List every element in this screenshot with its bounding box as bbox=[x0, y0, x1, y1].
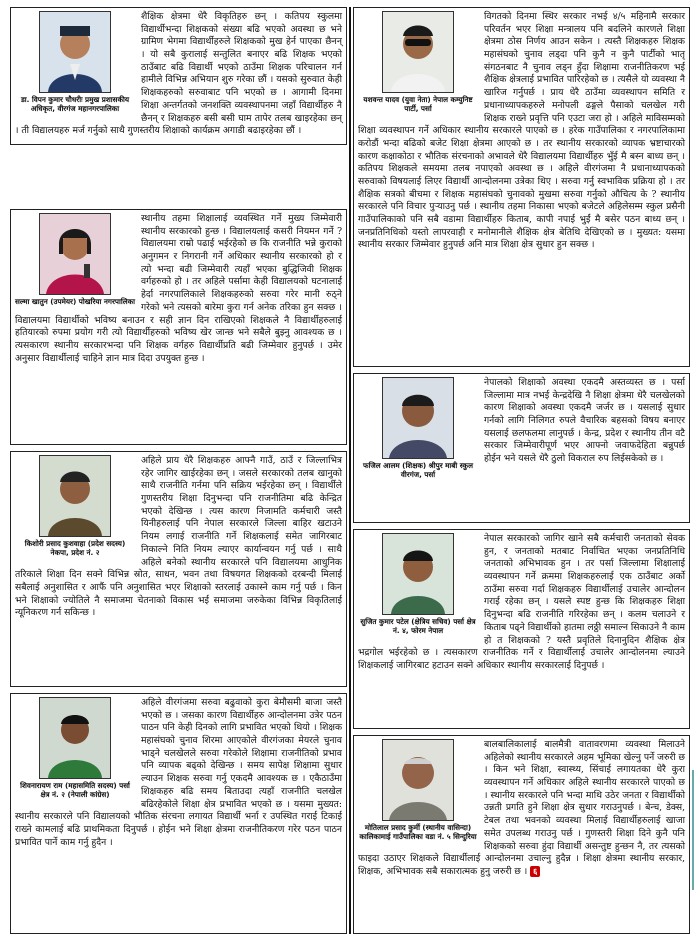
portrait-photo bbox=[382, 533, 454, 615]
portrait-caption: सल्मा खातुन (उपमेयर) पोखरिया नगरपालिका bbox=[15, 297, 135, 306]
opinion-block-yashwant bbox=[353, 7, 690, 367]
opinion-text: अहिले प्राय धेरै शिक्षकहरु आफ्नै गाउँ, ठाउँ र जिल्लाभित्र रहेर जागिर खाईरहेका छन् । जसले सरकारको तलब खानुको साथै राजनीति गर्नमा पनि सक्रिय भईरहेका छन् । विद्यार्थीले गुणस्तरीय शिक्षा दिनुभन्दा पनि राजनीतिमा बढि केन्द्रित भएको देखिन्छ । त्यस कारण निजामति कर्मचारी जस्तै यिनीहरुलाई पनि नेपाल सरकारले जिल्ला बाहिर खटाउने नियम लगाई राजनीति गर्ने शिक्षकलाई समेत जागिरबाट निकाल्ने निति नियम ल्याएर कार्यान्वयन गर्नु पर्छ । साथै अहिले बनेको स्थानीय सरकारले पनि विद्यालयमा आधुनिक तरिकाले शिक्षा दिन सक्ने विभिन्न स्रोत, साधन, भवन तथा विषयगत शिक्षकको दरबन्दी मिलाई सबैलाई अनुशासित र आफैं पनि अनुशासित भएर शिक्षाको स्तरलाई उकास्ने काम गर्नु पर्छ । किन भने शिक्षाको ज्योतिले नै समाजमा चेतनाको विकास भई समाजमा जरुकेका विभिन्न विकृतिलाई न्यूनिकरण गर्न सकिन्छ । bbox=[15, 455, 342, 619]
portrait-caption: सुजित कुमार पटेल (क्षेत्रिय सचिव) पर्सा क्षेत्र नं. ४, फोरम नेपाल bbox=[360, 617, 476, 635]
portrait-block bbox=[15, 11, 135, 113]
portrait-caption: मोतिलाल प्रसाद कुर्मी (स्थानीय वासिन्दा) कालिकामाई गाउँपालिका वडा नं. ५ सिन्दुरिया bbox=[359, 823, 477, 841]
portrait-photo bbox=[39, 11, 111, 93]
opinion-text-body: बालबालिकालाई बालमैत्री वातावरणमा व्यवस्था मिलाउने अहिलेको स्थानीय सरकारले अहम भूमिका खेल्नु पर्ने जरुरी छ । किन भने शिक्षा, स्वास्थ्य, सिंचाई लगायतका धेरै कुरा व्यवस्थापन गर्ने अधिकार अहिले स्थानीय सरकारले पाएको छ । स्थानीय सरकारले पनि भन्दा माथि उठेर जनता र विद्यार्थीको उन्नती प्रगति हुने शिक्षा क्षेत्र सुधार गराउनुपर्छ । बेन्च, डेक्स, टेबल तथा भवनको व्यवस्था मिलाई विद्यार्थीहरुलाई खाजा समेत उपलब्ध गराउनु पर्छ । गुणस्तरी शिक्षा दिने कुनै पनि शिक्षकको सरुवा हुंदा विद्यार्थी असन्तुष्ट हुन्छन नै, तर त्यसको फाइदा उठाएर शिक्षकले विद्यार्थीलाई आन्दोलनमा उचाल्नु हुदैन्न । शिक्षा क्षेत्रमा स्थानीय सरकार, शिक्षक, अभिभावक सबै सकारात्मक हुनु जरुरी छ । bbox=[358, 739, 685, 877]
portrait-caption: शिवनारायण राम (महासमिति सदस्य) पर्सा क्षेत्र नं. २ (नेपाली कांग्रेस) bbox=[20, 781, 130, 799]
column-divider bbox=[349, 7, 351, 934]
portrait-block bbox=[15, 697, 135, 799]
portrait-block bbox=[15, 455, 135, 557]
portrait-photo bbox=[39, 213, 111, 295]
portrait-caption: यशवन्त यादव (युवा नेता) नेपाल कम्युनिष्ट पार्टी, पर्सा bbox=[363, 95, 473, 113]
right-column bbox=[353, 7, 690, 934]
portrait-caption: डा. विपन कुमार चौधरीः प्रमुख प्रशासकीय अधिकृत, वीरगंज महानगरपालिका bbox=[20, 95, 130, 113]
portrait-photo bbox=[382, 739, 454, 821]
opinion-text: स्थानीय तहमा शिक्षालाई व्यवस्थित गर्ने मुख्य जिम्मेवारी स्थानीय सरकारको हुन्छ । विद्यालयलाई कसरी नियमन गर्ने ? विद्यालयमा राम्रो पढाई भईरहेको छ कि राजनीति भन्ने कुराको अनुगमन र निगरानी गर्ने अधिकार स्थानीय सरकारको हो र त्यो भन्दा बढी जिम्मेवारी त्यहाँ भएका बुद्धिजिवी शिक्षक वर्गहरुको हो । तर अहिले पर्सामा केही विद्यालयको घटनालाई हेर्दा नगरपालिकाले शिक्षकहरुको सरुवा गरेर मानी रुठ्ने गरेको भने त्यसको बारेमा कुरा गर्न अनेक तरिका हुन सक्छ । विद्यालयमा विद्यार्थीको भविष्य बनाउन र सही ज्ञान दिन राखिएको शिक्षकले नै विद्यार्थीहरुलाई हतियारको रुपमा प्रयोग गरी त्यो विद्यार्थीहरुको भविष्य खेर जान्छ भने सबैले बुझ्नु आवश्यक छ । त्यसकारण स्थानीय सरकारभन्दा पनि शिक्षक वर्गहरु विद्यार्थीप्रति बढी जिम्मेवार हुनुपर्छ । उमेर अनुसार विद्यार्थीलाई चाहिने ज्ञान मात्र दिदा उपयुक्त हुन्छ । bbox=[15, 213, 342, 364]
page-edge-mark bbox=[692, 770, 694, 890]
page-number: ६ bbox=[530, 866, 540, 877]
opinion-block-bipin bbox=[10, 7, 347, 145]
newspaper-page bbox=[10, 7, 690, 934]
portrait-caption: फजिल आलम (शिक्षक) श्रीपुर माबी स्कुल वीरगंज, पर्सा bbox=[363, 461, 473, 479]
opinion-block-shivnarayan bbox=[10, 693, 347, 934]
portrait-block bbox=[358, 377, 478, 479]
opinion-text: अहिले वीरगंजमा सरुवा बढुवाको कुरा बेमौसमी बाजा जस्तै भएको छ । जसका कारण विद्यार्थीहरु आन्दोलनमा उत्रेर पठन पाठन पनि केही दिनको लागि प्रभावित भएको थियो । शिक्षक महासंघको चुनाव शिरमा आएकोले वीरगंजका मेयरले चुनाव भाड्ने चलखेलले सरुवा गरेकोले शिक्षामा राजनीतिको प्रभाव पनि व्यापक बढ्को देखिन्छ । समय सापेक्ष शिक्षामा सुधार ल्याउन शिक्षक सरुवा गर्नु एकदमै आवश्यक छ । एकैठाउँमा शिक्षकहरु बढि समय बिताउदा त्यहाँ राजनीति चलखेल बढिरहेकोले शिक्षा क्षेत्र प्रभावित भएको छ । यसमा मुख्यत: स्थानीय सरकारले पनि विद्यालयको भौतिक संरचना लगायत विद्यार्थी भर्ना र उपस्थित गराई टिकाई राख्ने कामलाई बढि प्राथमिकता दिनुपर्छ । होईन भने शिक्षा क्षेत्रमा राजनीतिकरण गरेर पठन पाठन प्रभावित पार्ने काम गर्नु हुदैन । bbox=[15, 697, 342, 848]
opinion-block-salma bbox=[10, 209, 347, 445]
portrait-photo bbox=[39, 455, 111, 537]
portrait-block bbox=[358, 533, 478, 635]
opinion-block-fajil bbox=[353, 373, 690, 523]
portrait-block bbox=[15, 213, 135, 306]
opinion-block-sujit bbox=[353, 529, 690, 729]
left-column bbox=[10, 7, 347, 934]
portrait-block bbox=[358, 11, 478, 113]
portrait-photo bbox=[39, 697, 111, 779]
opinion-text: विगतको दिनमा स्थिर सरकार नभई ४/५ महिनामै सरकार परिवर्तन भएर शिक्षा मन्त्रालय पनि बदलिने कारणले शिक्षा क्षेत्रमा ठोस निर्णय आउन सकेन । त्यस्तै शिक्षकहरु शिक्षक महासंघको चुनाव लड्दा पनि कुनै न कुनै पार्टीको भातृ संगठनबाट नै चुनाव लड्न हुँदा शिक्षामा राजनीतिकरण भई शैक्षिक क्षेत्रलाई प्रभावित पारिरहेको छ । त्यसैले यो व्यवस्था नै खारिज गर्नुपर्छ । प्राय धेरै ठाउँमा व्यवस्थापन समिति र प्रधानाध्यापकहरुले मनोपली ढङ्गले पैसाको चलखेल गरी शिक्षक राख्ने प्रवृत्ति पनि एउटा जरा हो । अहिले माविसम्मको शिक्षा व्यवस्थापन गर्ने अधिकार स्थानीय सरकारले पाएको छ । हरेक गाउँपालिका र नगरपालिकामा करोडौं भन्दा बढिको बजेट शिक्षा क्षेत्रमा आएको छ । तर स्थानीय सरकारको व्यापक भ्रष्टाचारको कारण कक्षाकोठा र भौतिक संरचनाको अभावले धेरै विद्यालयमा विद्यार्थीहरु भुँई मै बस्न बाध्य छन् । कतिपय शिक्षकले समयमा तलब नपाएको अवस्था छ । अहिले वीरगंजमा नै प्रधानाध्यापकको सरुवाको विषयलाई लिएर विद्यार्थी आन्दोलनमा उत्रेका थिए । सरुवा गर्नु स्वभाविक प्रक्रिया हो । तर शैक्षिक सत्रको बीचमा र शिक्षक महासंघको चुनावको मुखमा सरुवा गर्नुको औचित्य के ? स्थानीय सरकारले पनि विचार पुऱ्याउनु पर्छ । स्थानीय तहमा निकासा भएको बजेटले अहिलेसम्म स्कुल प्रसैनी गाउँपालिकाको पनि सबै वडामा विद्यार्थीहरु किताब, कापी नपाई भुईं मै बसेर पठन बाध्य छन् । जनप्रतिनिधिको यस्तो लापरवाही र मनोमानीले शैक्षिक क्षेत्र बेतिथि देखिएको छ । मुख्यत: यसमा स्थानीय सरकार जिम्मेवार हुनुपर्छ अनि मात्र शिक्षा क्षेत्र सुधार हुन सक्छ । bbox=[358, 11, 685, 251]
portrait-photo bbox=[382, 11, 454, 93]
opinion-text: नेपाल सरकारको जागिर खाने सबै कर्मचारी जनताको सेवक हुन, र जनताको मतबाट निर्वाचित भएका जनप्रतिनिधि जनताको अभिभावक हुन । तर पर्सा जिल्लामा शिक्षालाई व्यवस्थापन गर्ने क्रममा शिक्षकहरुलाई एक ठाउँबाट अर्को ठाउँमा सरुवा गर्दा शिक्षकहरु विद्यार्थीलाई उचालेर आन्दोलन गराई रहेका छन् । यसले स्पष्ट हुन्छ कि शिक्षकहरु शिक्षा दिनुभन्दा बढि राजनीति गरिरहेका छन् । कलम चलाउने र किताब पढ्ने विद्यार्थीको हातमा लठ्ठी समाल्न सिकाउने नै काम हो त शिक्षकको ? यस्तै प्रवृतिले दिनानुदिन शैक्षिक क्षेत्र भद्रगोल भईरहेको छ । त्यसकारण राजनीतिक गर्ने र विद्यार्थीलाई उचालेर आन्दोलनमा ल्याउने शिक्षकलाई जागिरबाट हटाउन सक्ने अधिकार स्थानीय सरकारलाई दिनुपर्छ । bbox=[358, 533, 685, 671]
opinion-text: नेपालको शिक्षाको अवस्था एकदमै अस्तव्यस्त छ । पर्सा जिल्लामा मात्र नभई केन्द्रदेखि नै शिक्षा क्षेत्रमा धेरै चलखेलको कारण शिक्षाको अवस्था एकदमै जर्जर छ । यसलाई सुधार गर्नको लागि निलिगत रुपले वैचारिक बहसको विषय बनाएर यसलाई छलफलमा लानुपर्छ । केन्द्र, प्रदेश र स्थानीय तीन वटै सरकार जिम्मेवारीपूर्ण भएर आफ्नो जवाफदेहिता बन्नुपर्छ होईन भने यसले धेरै ठुलो विकराल रुप लिईसकेको छ । bbox=[484, 377, 685, 465]
portrait-block bbox=[358, 739, 478, 841]
opinion-text: शैक्षिक क्षेत्रमा धेरै विकृतिहरु छन् । कतिपय स्कुलमा विद्यार्थीभन्दा शिक्षकको संख्या बढि भएको अवस्था छ भने ग्रामिण भेगमा विद्यार्थीहरुले शिक्षकको मुख हेर्न पाएका छैनन् । यो सबै कुरालाई सन्तुलित बनाएर बढि शिक्षक भएको ठाउँबाट बढि विद्यार्थी भएको ठाउँमा शिक्षक परिचालन गर्न हामीले विभिन्न अभियान शुरु गरेका छौं । यसको सुरुवात केही शिक्षकहरुको सरुवाबाट पनि भएको छ । आगामी दिनमा शिक्षा अन्तर्गतको जनशक्ति व्यवस्थापनमा जहाँ विद्यार्थीहरु नै छैनन् र शिक्षकहरु बसी बसी घाम तापेर तलब खाइरहेका छन् । ती विद्यालयहरु मर्ज गर्नुको साथै गुणस्तरीय शिक्षाको कार्यक्रम अगाडी बढाइरहेका छौं । bbox=[15, 11, 342, 137]
opinion-block-motilal bbox=[353, 735, 690, 934]
portrait-photo bbox=[382, 377, 454, 459]
portrait-caption: किशोरी प्रसाद कुशवाहा (प्रदेश सदस्य) नेकपा, प्रदेश नं. २ bbox=[24, 539, 126, 557]
opinion-block-kishori bbox=[10, 451, 347, 687]
